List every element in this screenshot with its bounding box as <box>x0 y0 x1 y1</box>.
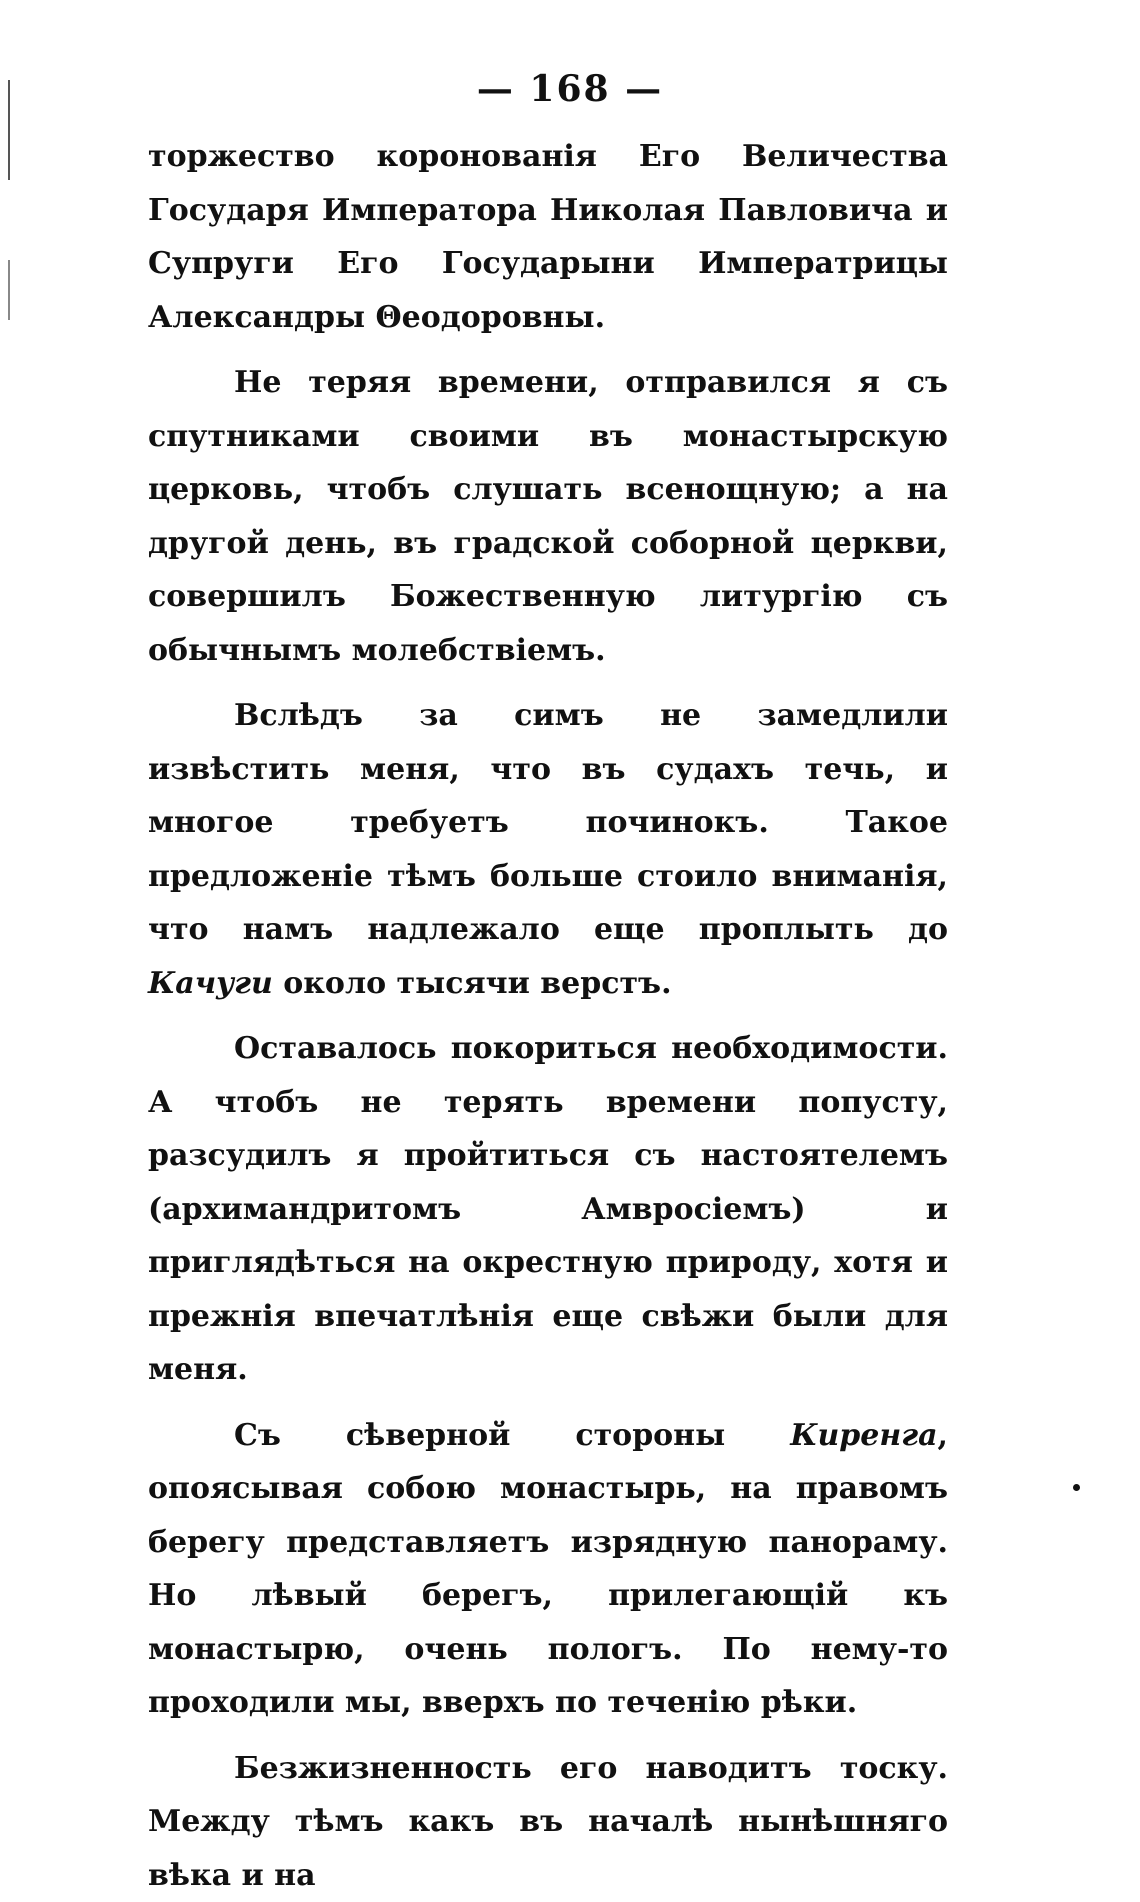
paragraph: Безжизненность его наводитъ тоску. Между тѣмъ какъ въ началѣ нынѣшняго вѣка и на <box>148 1742 948 1902</box>
paragraph-text: около тысячи верстъ. <box>273 966 672 1001</box>
paragraph-text: , опоясывая собою монастырь, на правомъ берегу представляетъ изрядную панораму. Но лѣвый берегъ, прилегающій къ монастырю, очень пологъ. По нему-то проходили мы, вверхъ по теченію рѣки. <box>148 1418 948 1721</box>
paragraph: Не теряя времени, отправился я съ спутниками своими въ монастырскую церковь, чтобъ слушать всенощную; а на другой день, въ градской соборной церкви, совершилъ Божественную литургію съ обычнымъ молебствіемъ. <box>148 356 948 677</box>
paragraph <box>148 689 948 1010</box>
paragraph-text: Вслѣдъ за симъ не замедлили извѣстить меня, что въ судахъ течь, и многое требуетъ починокъ. Такое предложеніе тѣмъ больше стоило вниманія, что намъ надлежало еще проплыть до <box>148 698 948 947</box>
paragraph: торжество коронованія Его Величества Государя Императора Николая Павловича и Супруги Его Государыни Императрицы Александры Θеодоровны. <box>148 130 948 344</box>
paragraph: Оставалось покориться необходимости. А чтобъ не терять времени попусту, разсудилъ я пройтиться съ настоятелемъ (архимандритомъ Амвросіемъ) и приглядѣться на окрестную природу, хотя и прежнія впечатлѣнія еще свѣжи были для меня. <box>148 1022 948 1397</box>
paragraph-text: Съ сѣверной стороны <box>234 1418 790 1453</box>
place-name: Киренга <box>790 1418 937 1453</box>
ink-speck <box>1073 1484 1080 1491</box>
place-name: Качуги <box>148 966 273 1001</box>
scan-edge-line <box>8 260 10 320</box>
page-number: — 168 — <box>0 68 1140 110</box>
body-text <box>148 130 948 1902</box>
paragraph <box>148 1409 948 1730</box>
